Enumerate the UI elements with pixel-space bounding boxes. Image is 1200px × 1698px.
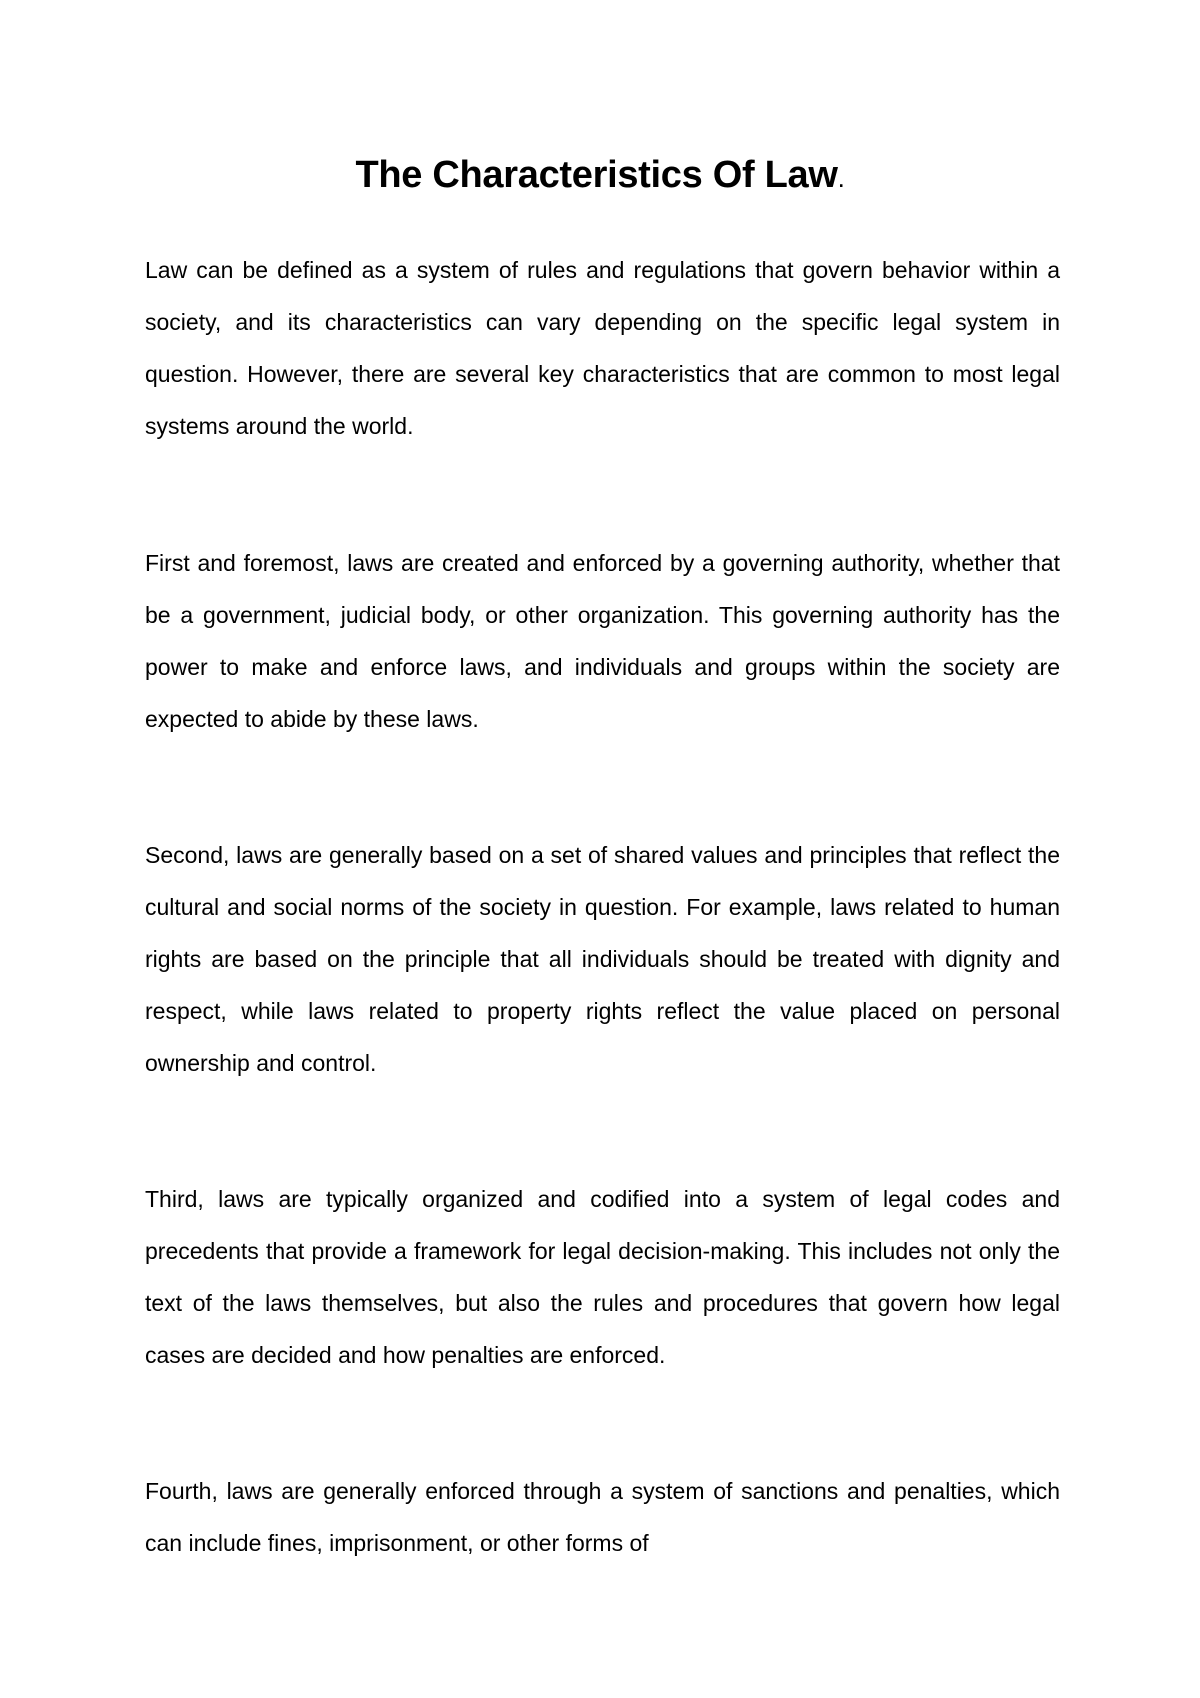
paragraph-second: Second, laws are generally based on a set of shared values and principles that reflect the cultural and social norms of the society in question. For example, laws related to human rights are based on the principle that all individuals should be treated with dignity and respect, while laws related to property rights reflect the value placed on personal ownership and control. — [145, 842, 1060, 1076]
title-text: The Characteristics Of Law — [355, 154, 838, 196]
document-title — [0, 150, 1200, 203]
paragraph-third: Third, laws are typically organized and codified into a system of legal codes and precedents that provide a framework for legal decision-making. This includes not only the text of the laws themselves, but also the rules and procedures that govern how legal cases are decided and how penalties are enforced. — [145, 1186, 1060, 1368]
paragraph-intro: Law can be defined as a system of rules and regulations that govern behavior within a society, and its characteristics can vary depending on the specific legal system in question. However, there are several key characteristics that are common to most legal systems around the world. — [145, 257, 1060, 439]
title-period: . — [837, 163, 845, 193]
paragraph-first: First and foremost, laws are created and enforced by a governing authority, whether that be a government, judicial body, or other organization. This governing authority has the power to make and enforce laws, and individuals and groups within the society are expected to abide by these laws. — [145, 550, 1060, 732]
paragraph-fourth: Fourth, laws are generally enforced through a system of sanctions and penalties, which can include fines, imprisonment, or other forms of — [145, 1478, 1060, 1556]
